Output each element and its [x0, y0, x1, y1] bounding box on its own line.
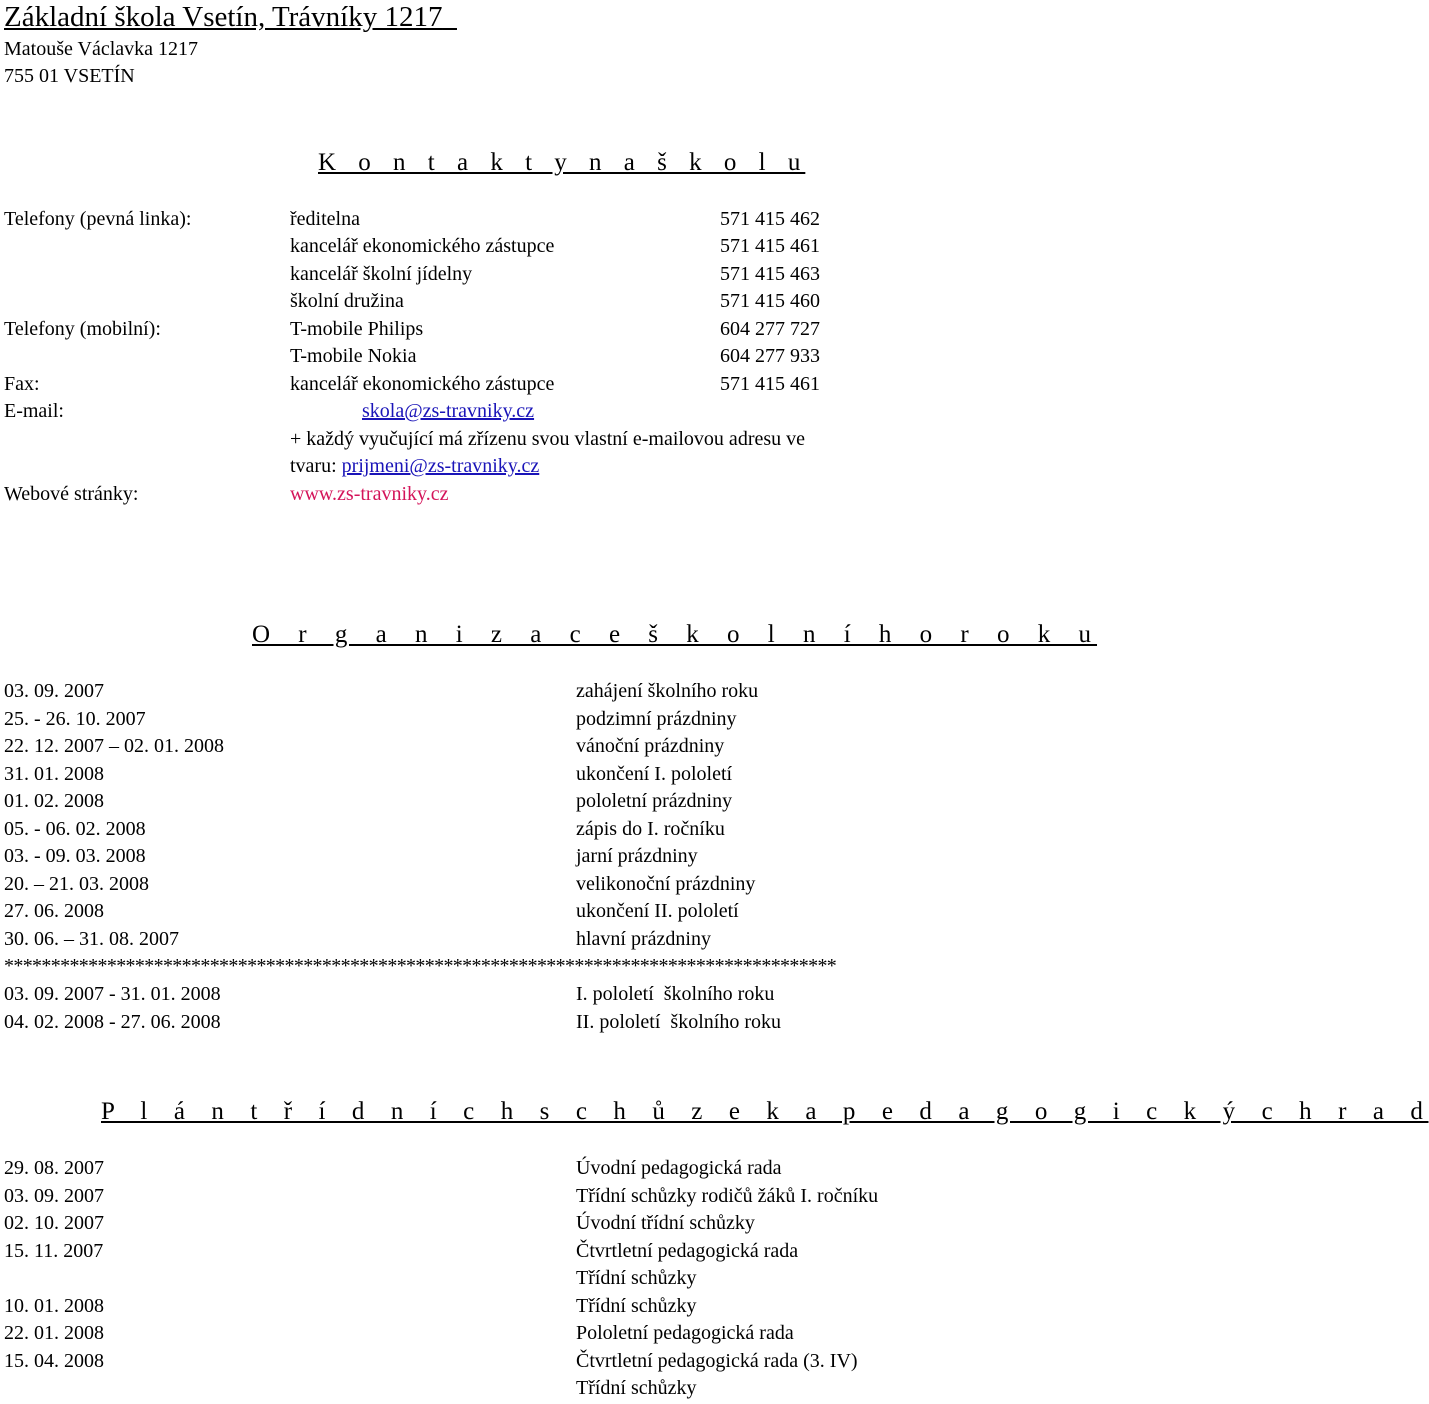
meeting-event: Úvodní pedagogická rada — [576, 1157, 782, 1179]
email-note-line2 — [290, 453, 539, 480]
meeting-date: 02. 10. 2007 — [4, 1212, 104, 1234]
meeting-date: 10. 01. 2008 — [4, 1295, 104, 1317]
meeting-date: 03. 09. 2007 — [4, 1185, 104, 1207]
web-label: Webové stránky: — [4, 483, 139, 505]
fax-label: Fax: — [4, 373, 40, 395]
email-note-prefix: tvaru: — [290, 455, 342, 477]
contact-number: 604 277 933 — [720, 345, 820, 367]
email-link[interactable]: skola@zs-travniky.cz — [362, 400, 535, 422]
org-date: 05. - 06. 02. 2008 — [4, 818, 146, 840]
website-link[interactable]: www.zs-travniky.cz — [290, 483, 449, 505]
meeting-event: Třídní schůzky — [576, 1295, 697, 1317]
email-pattern-link[interactable]: prijmeni@zs-travniky.cz — [341, 455, 540, 477]
meeting-event: Třídní schůzky — [576, 1377, 697, 1399]
term-event: II. pololetí školního roku — [576, 1011, 781, 1033]
meeting-date: 15. 04. 2008 — [4, 1350, 104, 1372]
address-city: 755 01 VSETÍN — [4, 65, 135, 87]
org-event: velikonoční prázdniny — [576, 873, 756, 895]
meetings-heading: P l á n t ř í d n í c h s c h ů z e k a p e d a g o g i c k ý c h r a d — [101, 1098, 1429, 1125]
org-event: hlavní prázdniny — [576, 928, 711, 950]
organization-heading: O r g a n i z a c e š k o l n í h o r o k u — [252, 621, 1098, 648]
meeting-event: Pololetní pedagogická rada — [576, 1322, 794, 1344]
contact-name: T-mobile Philips — [290, 318, 424, 340]
meeting-date: 15. 11. 2007 — [4, 1240, 104, 1262]
org-date: 27. 06. 2008 — [4, 900, 104, 922]
contact-number: 604 277 727 — [720, 318, 820, 340]
phones-mobile-label: Telefony (mobilní): — [4, 318, 161, 340]
meeting-date: 22. 01. 2008 — [4, 1322, 104, 1344]
org-date: 01. 02. 2008 — [4, 790, 104, 812]
meeting-event: Úvodní třídní schůzky — [576, 1212, 755, 1234]
meeting-date: 29. 08. 2007 — [4, 1157, 104, 1179]
term-date: 04. 02. 2008 - 27. 06. 2008 — [4, 1011, 221, 1033]
contact-number: 571 415 461 — [720, 235, 820, 257]
phones-fixed-label: Telefony (pevná linka): — [4, 208, 192, 230]
meeting-event: Čtvrtletní pedagogická rada — [576, 1240, 799, 1262]
contact-name: kancelář školní jídelny — [290, 263, 473, 285]
org-event: zápis do I. ročníku — [576, 818, 725, 840]
org-event: ukončení I. pololetí — [576, 763, 733, 785]
contact-name: ředitelna — [290, 208, 360, 230]
org-event: jarní prázdniny — [576, 845, 698, 867]
org-event: pololetní prázdniny — [576, 790, 733, 812]
term-date: 03. 09. 2007 - 31. 01. 2008 — [4, 983, 221, 1005]
contact-name: školní družina — [290, 290, 404, 312]
org-event: ukončení II. pololetí — [576, 900, 739, 922]
email-label: E-mail: — [4, 400, 64, 422]
meeting-event: Třídní schůzky — [576, 1267, 697, 1289]
contact-number: 571 415 462 — [720, 208, 820, 230]
org-date: 25. - 26. 10. 2007 — [4, 708, 146, 730]
org-event: podzimní prázdniny — [576, 708, 737, 730]
contact-number: 571 415 460 — [720, 290, 820, 312]
org-date: 03. - 09. 03. 2008 — [4, 845, 146, 867]
contact-name: T-mobile Nokia — [290, 345, 417, 367]
email-note-line1: + každý vyučující má zřízenu svou vlastní e-mailovou adresu ve — [290, 428, 806, 450]
contact-number: 571 415 463 — [720, 263, 820, 285]
org-date: 31. 01. 2008 — [4, 763, 104, 785]
school-name-title: Základní škola Vsetín, Trávníky 1217 — [4, 1, 443, 33]
org-date: 20. – 21. 03. 2008 — [4, 873, 149, 895]
meeting-event: Čtvrtletní pedagogická rada (3. IV) — [576, 1350, 858, 1372]
term-event: I. pololetí školního roku — [576, 983, 775, 1005]
meeting-event: Třídní schůzky rodičů žáků I. ročníku — [576, 1185, 879, 1207]
org-date: 30. 06. – 31. 08. 2007 — [4, 928, 179, 950]
contact-name: kancelář ekonomického zástupce — [290, 235, 555, 257]
address-street: Matouše Václavka 1217 — [4, 38, 199, 60]
org-event: vánoční prázdniny — [576, 735, 725, 757]
asterisk-separator: ***************************************************************************************** — [4, 955, 837, 977]
org-date: 22. 12. 2007 – 02. 01. 2008 — [4, 735, 224, 757]
org-date: 03. 09. 2007 — [4, 680, 104, 702]
contact-number: 571 415 461 — [720, 373, 820, 395]
org-event: zahájení školního roku — [576, 680, 759, 702]
contact-name: kancelář ekonomického zástupce — [290, 373, 555, 395]
contacts-heading: K o n t a k t y n a š k o l u — [318, 149, 806, 176]
